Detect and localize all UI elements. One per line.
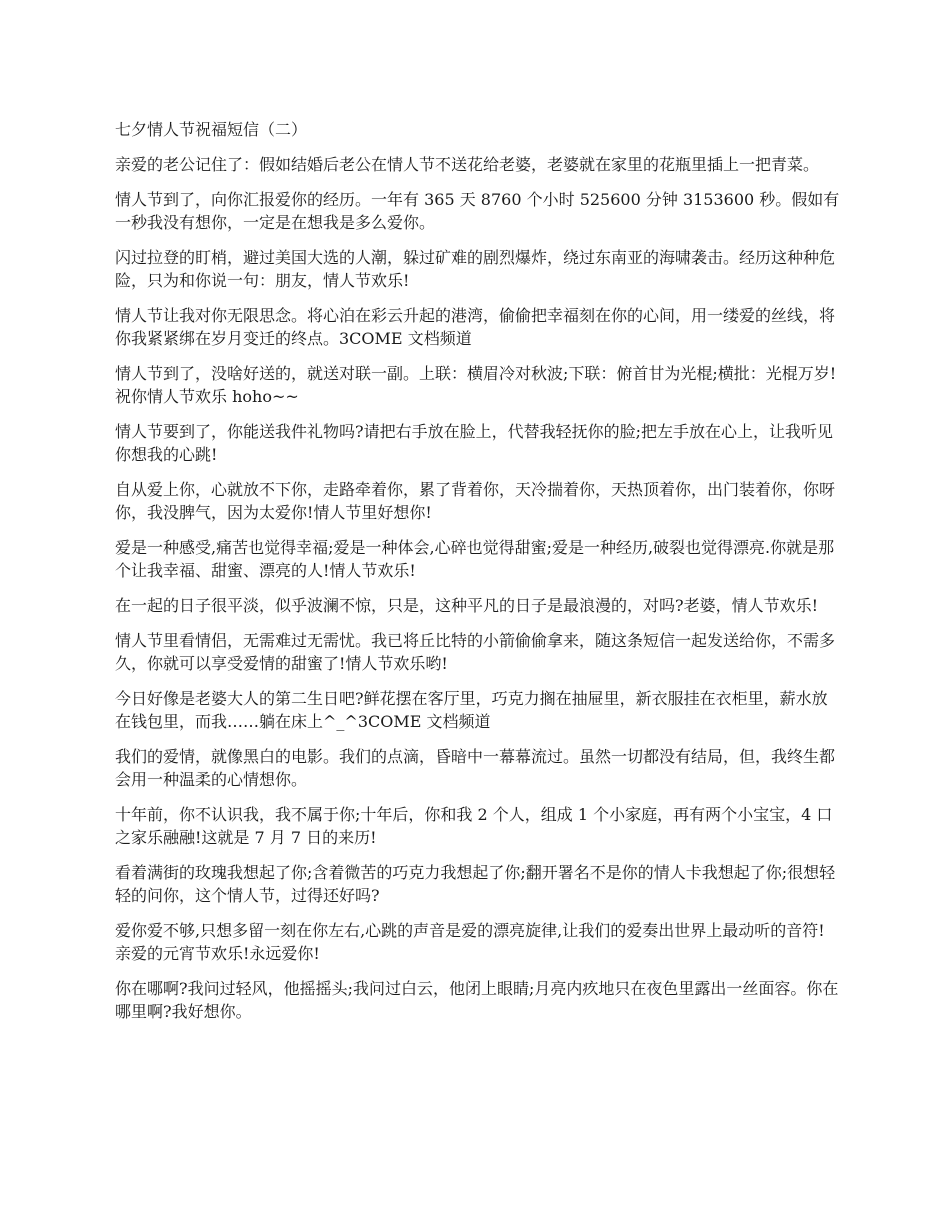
paragraph: 看着满街的玫瑰我想起了你;含着微苦的巧克力我想起了你;翻开署名不是你的情人卡我想起了你;很想轻轻的问你，这个情人节，过得还好吗? — [115, 863, 836, 905]
paragraph: 爱你爱不够,只想多留一刻在你左右,心跳的声音是爱的漂亮旋律,让我们的爱奏出世界上最动听的音符!亲爱的元宵节欢乐!永远爱你! — [115, 921, 825, 963]
paragraph: 情人节到了，向你汇报爱你的经历。一年有 365 天 8760 个小时 525600 分钟 3153600 秒。假如有一秒我没有想你，一定是在想我是多么爱你。 — [115, 190, 840, 232]
paragraph: 自从爱上你，心就放不下你，走路牵着你，累了背着你，天冷揣着你，天热顶着你，出门装着你，你呀你，我没脾气，因为太爱你!情人节里好想你! — [115, 480, 836, 522]
paragraph: 爱是一种感受,痛苦也觉得幸福;爱是一种体会,心碎也觉得甜蜜;爱是一种经历,破裂也觉得漂亮.你就是那个让我幸福、甜蜜、漂亮的人!情人节欢乐! — [115, 538, 835, 580]
paragraph: 我们的爱情，就像黑白的电影。我们的点滴，昏暗中一幕幕流过。虽然一切都没有结局，但，我终生都会用一种温柔的心情想你。 — [115, 747, 836, 789]
paragraph: 在一起的日子很平淡，似乎波澜不惊，只是，这种平凡的日子是最浪漫的，对吗?老婆，情人节欢乐! — [115, 596, 819, 615]
paragraph: 情人节要到了，你能送我件礼物吗?请把右手放在脸上，代替我轻抚你的脸;把左手放在心上，让我听见你想我的心跳! — [115, 422, 833, 464]
paragraph: 亲爱的老公记住了：假如结婚后老公在情人节不送花给老婆，老婆就在家里的花瓶里插上一把青菜。 — [115, 155, 820, 174]
paragraph: 情人节到了，没啥好送的，就送对联一副。上联：横眉冷对秋波;下联：俯首甘为光棍;横批：光棍万岁!祝你情人节欢乐 hoho~~ — [115, 364, 837, 406]
paragraph: 情人节让我对你无限思念。将心泊在彩云升起的港湾，偷偷把幸福刻在你的心间，用一缕爱的丝线，将你我紧紧绑在岁月变迁的终点。3COME 文档频道 — [115, 306, 836, 348]
paragraph: 闪过拉登的盯梢，避过美国大选的人潮，躲过矿难的剧烈爆炸，绕过东南亚的海啸袭击。经历这种种危险，只为和你说一句：朋友，情人节欢乐! — [115, 248, 836, 290]
paragraph: 情人节里看情侣，无需难过无需忧。我已将丘比特的小箭偷偷拿来，随这条短信一起发送给你，不需多久，你就可以享受爱情的甜蜜了!情人节欢乐哟! — [115, 631, 836, 673]
paragraph: 你在哪啊?我问过轻风，他摇摇头;我问过白云，他闭上眼睛;月亮内疚地只在夜色里露出一丝面容。你在哪里啊?我好想你。 — [115, 979, 839, 1021]
document-title: 七夕情人节祝福短信（二） — [115, 120, 308, 139]
paragraph: 十年前，你不认识我，我不属于你;十年后，你和我 2 个人，组成 1 个小家庭，再有两个小宝宝，4 口之家乐融融!这就是 7 月 7 日的来历! — [115, 805, 833, 847]
document-page — [115, 118, 840, 1035]
paragraph: 今日好像是老婆大人的第二生日吧?鲜花摆在客厅里，巧克力搁在抽屉里，新衣服挂在衣柜里，薪水放在钱包里，而我……躺在床上^_^3COME 文档频道 — [115, 689, 828, 731]
